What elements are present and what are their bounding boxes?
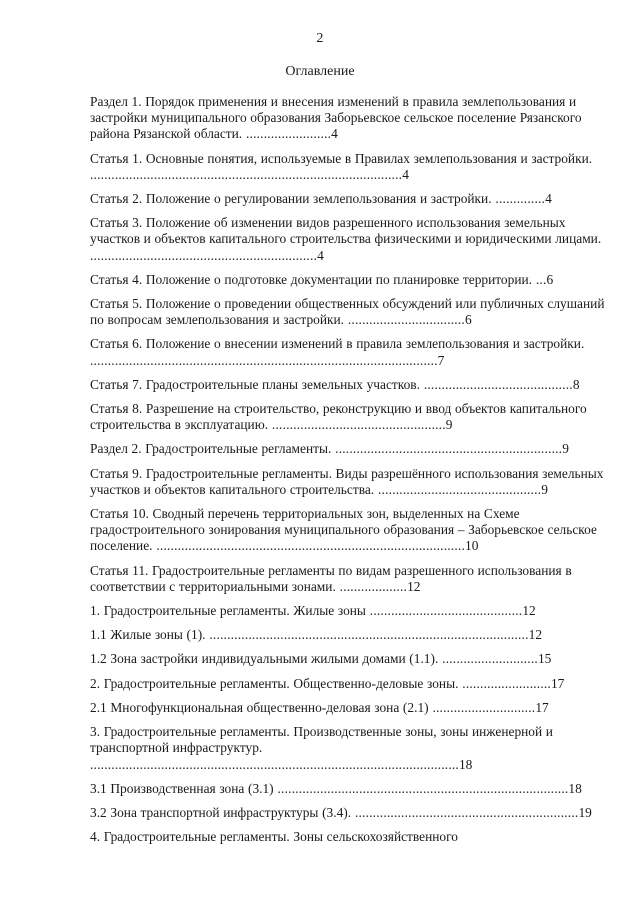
toc-entry[interactable]	[90, 296, 612, 328]
toc-entry[interactable]	[90, 805, 612, 821]
toc-entry-page: 4	[317, 247, 324, 263]
toc-entry-page: 18	[568, 780, 582, 796]
toc-entry-page: 12	[528, 627, 543, 643]
toc-entry-page: 17	[550, 675, 565, 691]
toc-entry-text: 1. Градостроительные регламенты. Жилые зоны	[90, 603, 366, 619]
toc-entry[interactable]	[90, 724, 612, 773]
toc-entry-page: 9	[562, 441, 569, 457]
toc-entry-text: Статья 9. Градостроительные регламенты. Виды разрешённого использования земельных участков и объектов капитального строительства.	[90, 465, 604, 497]
toc-leader-dots: ................................................................	[90, 247, 318, 263]
toc-leader-dots: .........................	[458, 675, 551, 691]
toc-entry[interactable]	[90, 651, 612, 667]
toc-entry-page: 4	[545, 191, 552, 207]
toc-entry-text: Статья 7. Градостроительные планы земельных участков.	[90, 376, 420, 392]
toc-entry-text: 3.2 Зона транспортной инфраструктуры (3.4).	[90, 804, 352, 820]
toc-entry[interactable]	[90, 215, 612, 264]
toc-entry-text: 2. Градостроительные регламенты. Общественно-деловые зоны.	[90, 675, 459, 691]
toc-heading: Оглавление	[285, 64, 355, 79]
toc-leader-dots: ...................	[335, 578, 408, 594]
toc-entry-page: 9	[541, 481, 548, 497]
toc-entry[interactable]	[90, 94, 612, 143]
toc-entry[interactable]	[90, 377, 612, 393]
toc-entry[interactable]	[90, 191, 612, 207]
toc-entry[interactable]	[90, 676, 612, 692]
toc-entry-text: Статья 1. Основные понятия, используемые в Правилах землепользования и застройки.	[90, 150, 593, 166]
toc-leader-dots: ...........................................	[365, 603, 523, 619]
toc-entry-page: 8	[572, 376, 580, 392]
toc-leader-dots: ...........................	[438, 651, 538, 667]
toc-entry-page: 6	[464, 312, 472, 328]
toc-entry-page: 15	[537, 651, 552, 667]
toc-leader-dots: ................................................................	[331, 441, 563, 457]
toc-leader-dots: ........................................................................................	[90, 166, 403, 182]
toc-leader-dots: .............................	[428, 699, 536, 715]
toc-entry-page: 4	[331, 126, 338, 142]
toc-entry-text: Раздел 1. Порядок применения и внесения изменений в правила землепользования и застройки муниципального образования Заборьевское сельское поселение Рязанского района Рязанской области.	[90, 94, 582, 142]
toc-entry-text: 2.1 Многофункциональная общественно-деловая зона (2.1)	[90, 699, 429, 715]
toc-entry[interactable]	[90, 563, 612, 595]
toc-entry[interactable]	[90, 272, 612, 288]
toc-leader-dots: ........................................................................................................	[90, 756, 459, 772]
toc-entry-page: 4	[402, 166, 409, 182]
toc-entry-page: 19	[578, 804, 592, 820]
table-of-contents	[90, 94, 612, 853]
toc-entry-page: 7	[437, 352, 445, 368]
toc-entry[interactable]	[90, 781, 612, 797]
toc-entry[interactable]	[90, 700, 612, 716]
toc-entry[interactable]	[90, 627, 612, 643]
toc-entry[interactable]	[90, 336, 612, 368]
toc-entry-page: 17	[535, 699, 549, 715]
toc-entry-page: 10	[465, 538, 479, 554]
toc-leader-dots: ..............	[491, 191, 546, 207]
toc-entry[interactable]	[90, 603, 612, 619]
toc-leader-dots: ........................	[242, 126, 332, 142]
toc-leader-dots: ...	[532, 271, 547, 287]
toc-entry-text: 4. Градостроительные регламенты. Зоны сельскохозяйственного	[90, 829, 458, 845]
toc-entry-text: Статья 11. Градостроительные регламенты по видам разрешенного использования в соответствии с территориальными зонами.	[90, 562, 572, 594]
toc-entry-text: Статья 3. Положение об изменении видов разрешенного использования земельных участков и объектов капитального строительства физическими и юридическими лицами.	[90, 215, 602, 247]
toc-entry-text: 1.2 Зона застройки индивидуальными жилыми домами (1.1).	[90, 651, 439, 667]
toc-leader-dots: ..........................................................................................	[205, 627, 529, 643]
toc-entry-text: 3. Градостроительные регламенты. Производственные зоны, зоны инженерной и транспортной инфраструктур.	[90, 724, 553, 756]
toc-entry-page: 9	[445, 417, 453, 433]
page-number: 2	[316, 31, 324, 46]
toc-entry-text: Статья 6. Положение о внесении изменений в правила землепользования и застройки.	[90, 336, 585, 352]
toc-entry[interactable]	[90, 829, 612, 845]
toc-entry[interactable]	[90, 466, 612, 498]
toc-entry-page: 12	[522, 603, 536, 619]
toc-entry-text: Статья 8. Разрешение на строительство, реконструкцию и ввод объектов капитального строительства в эксплуатацию.	[90, 401, 587, 433]
toc-entry[interactable]	[90, 506, 612, 555]
toc-leader-dots: .................................	[344, 312, 465, 328]
toc-entry-page: 6	[546, 271, 554, 287]
toc-leader-dots: ..............................................	[374, 481, 542, 497]
toc-entry-page: 12	[407, 578, 421, 594]
toc-entry-text: Статья 4. Положение о подготовке документации по планировке территории.	[90, 271, 532, 287]
toc-entry-text: Статья 10. Сводный перечень территориальных зон, выделенных на Схеме градостроительного зонирования муниципального образования – Заборьевское сельское поселение.	[90, 506, 597, 554]
toc-entry[interactable]	[90, 401, 612, 433]
toc-entry-text: Статья 5. Положение о проведении общественных обсуждений или публичных слушаний по вопросам землепользования и застройки.	[90, 296, 605, 328]
toc-entry-text: 1.1 Жилые зоны (1).	[90, 627, 206, 643]
toc-entry-text: Статья 2. Положение о регулировании землепользования и застройки.	[90, 191, 492, 207]
toc-entry-text: Раздел 2. Градостроительные регламенты.	[90, 441, 332, 457]
toc-entry-text: 3.1 Производственная зона (3.1)	[90, 780, 274, 796]
toc-entry[interactable]	[90, 441, 612, 457]
toc-leader-dots: .......................................................................................	[152, 538, 465, 554]
toc-leader-dots: ...............................................................	[351, 804, 579, 820]
toc-entry-page: 18	[458, 756, 473, 772]
toc-leader-dots: ..................................................................................................	[90, 352, 438, 368]
toc-entry[interactable]	[90, 151, 612, 183]
toc-leader-dots: ..................................................................................	[273, 780, 569, 796]
toc-leader-dots: .................................................	[268, 417, 446, 433]
toc-leader-dots: ..........................................	[419, 376, 573, 392]
